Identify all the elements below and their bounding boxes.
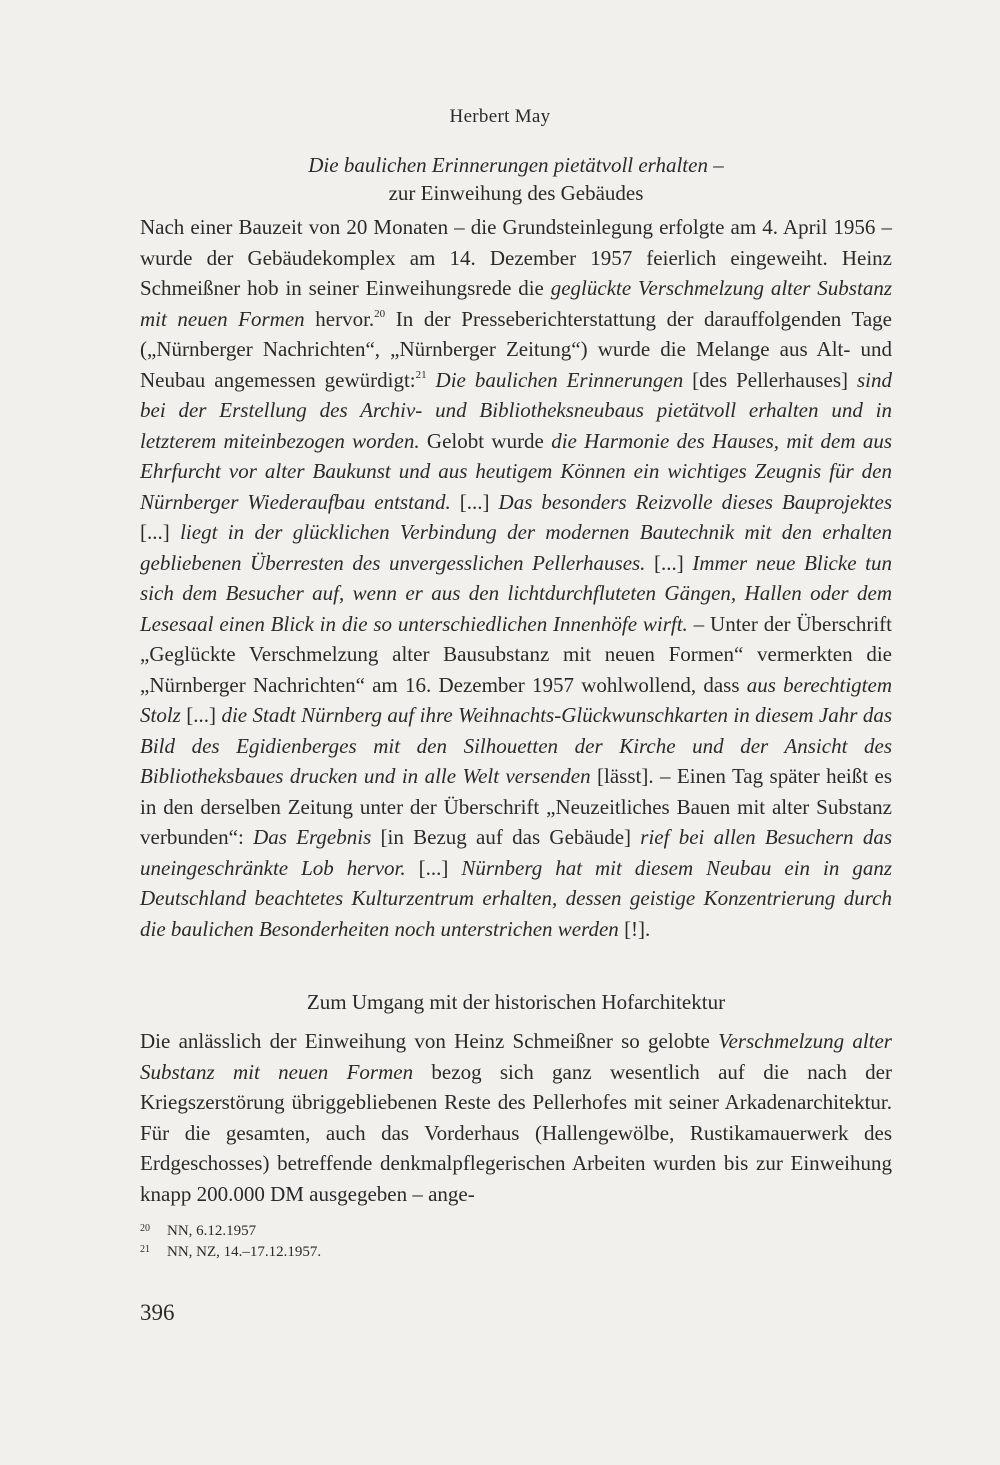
- italic-run: liegt in der glücklichen Verbindung der modernen Bautechnik mit den erhalten gebliebenen Überresten des unvergesslichen Pellerhauses.: [140, 520, 892, 575]
- footnote-number: 20: [140, 1223, 150, 1234]
- paragraph-2: [140, 1026, 892, 1209]
- footnote-text: NN, 6.12.1957: [167, 1223, 257, 1239]
- footnote-text: NN, NZ, 14.–17.12.1957.: [167, 1244, 322, 1260]
- text-run: hervor.: [304, 306, 375, 331]
- section-heading-2: Zum Umgang mit der historischen Hofarchitektur: [306, 990, 726, 1014]
- section-heading-1-line-1: Die baulichen Erinnerungen pietätvoll erhalten –: [308, 153, 724, 177]
- text-run: [...]: [140, 520, 181, 544]
- italic-run: die Stadt Nürnberg auf ihre Weihnachts-Glückwunschkarten in diesem Jahr das Bild des Egidienberges mit den Silhouetten der Kirche und der Ansicht des Bibliotheksbaues drucken und in alle Welt versenden: [140, 703, 892, 788]
- text-run: Die anlässlich der Einweihung von Heinz Schmeißner so gelobte: [140, 1029, 719, 1053]
- footnote-number: 21: [140, 1244, 150, 1255]
- italic-run: aus berechtigtem Stolz: [140, 672, 892, 727]
- section-heading-1: [140, 151, 892, 207]
- section-heading-1-line-2: zur Einweihung des Gebäudes: [388, 181, 644, 205]
- text-run: [lässt]. – Einen Tag später heißt es in den derselben Zeitung unter der Überschrift „Neuzeitliches Bauen mit alter Substanz verbunden“:: [140, 764, 892, 849]
- footnote-ref-21[interactable]: 21: [415, 368, 427, 381]
- text-run: [!].: [618, 916, 651, 941]
- text-run: Nach einer Bauzeit von 20 Monaten – die Grundsteinlegung erfolgte am 4. April 1956 – wurde der Gebäudekomplex am 14. Dezember 1957 feierlich eingeweiht. Heinz Schmeißner hob in seiner Einweihungsrede die: [140, 215, 892, 300]
- italic-run: Das besonders Reizvolle dieses Bauprojektes: [498, 489, 892, 514]
- italic-run: geglückte Verschmelzung alter Substanz mit neuen Formen: [140, 276, 892, 331]
- italic-run: die Harmonie des Hauses, mit dem aus Ehrfurcht vor alter Baukunst und aus heutigem Können ein wichtiges Zeugnis für den Nürnberger Wiederaufbau entstand.: [140, 428, 892, 514]
- footnotes: [140, 1221, 892, 1263]
- text-run: bezog sich ganz wesentlich auf die nach der Kriegszerstörung übriggebliebenen Reste des Pellerhofes mit seiner Arkadenarchitektur. Für die gesamten, auch das Vorderhaus (Hallengewölbe, Rustikamauerwerk des Erdgeschosses) betreffende denkmalpflegerischen Arbeiten wurden bis zur Einweihung knapp 200.000 DM ausgegeben – ange-: [140, 1059, 892, 1206]
- italic-run: Das Ergebnis: [253, 825, 372, 849]
- italic-run: Nürnberg hat mit diesem Neubau ein in ganz Deutschland beachtetes Kulturzentrum erhalten, dessen geistige Konzentrierung durch die baulichen Besonderheiten noch unterstrichen werden: [140, 855, 892, 941]
- footnote-21: [140, 1242, 892, 1263]
- text-run: [des Pellerhauses]: [683, 367, 857, 392]
- text-run: Gelobt wurde: [419, 428, 552, 453]
- text-run: [in Bezug auf das Gebäude]: [371, 825, 641, 849]
- text-run: In der Presseberichterstattung der darauffolgenden Tage („Nürnberger Nachrichten“, „Nürnberger Zeitung“) wurde die Melange aus Alt- und Neubau angemessen gewürdigt:: [140, 306, 892, 392]
- text-run: [...]: [450, 489, 499, 514]
- italic-run: rief bei allen Besuchern das uneingeschränkte Lob hervor.: [140, 825, 893, 880]
- text-run: [...]: [405, 855, 462, 880]
- text-run: [...]: [645, 550, 693, 575]
- italic-run: sind bei der Erstellung des Archiv- und Bibliotheksneubaus pietätvoll erhalten und in letzterem miteinbezogen worden.: [140, 367, 892, 453]
- footnote-20: [140, 1221, 892, 1242]
- page-number: 396: [140, 1300, 175, 1325]
- text-run: – Unter der Überschrift „Geglückte Verschmelzung alter Bausubstanz mit neuen Formen“ vermerkten die „Nürnberger Nachrichten“ am 16. Dezember 1957 wohlwollend, dass: [140, 611, 892, 697]
- text-run: [...]: [180, 703, 222, 727]
- italic-run: Immer neue Blicke tun sich dem Besucher auf, wenn er aus den lichtdurchfluteten Gängen, Hallen oder dem Lesesaal einen Blick in die so unterschiedlichen Innenhöfe wirft.: [140, 550, 892, 636]
- italic-run: Verschmelzung alter Substanz mit neuen Formen: [140, 1029, 892, 1084]
- italic-run: Die baulichen Erinnerungen: [426, 367, 684, 392]
- running-head: Herbert May: [449, 106, 551, 127]
- paragraph-1: [140, 212, 892, 944]
- footnote-ref-20[interactable]: 20: [374, 307, 386, 320]
